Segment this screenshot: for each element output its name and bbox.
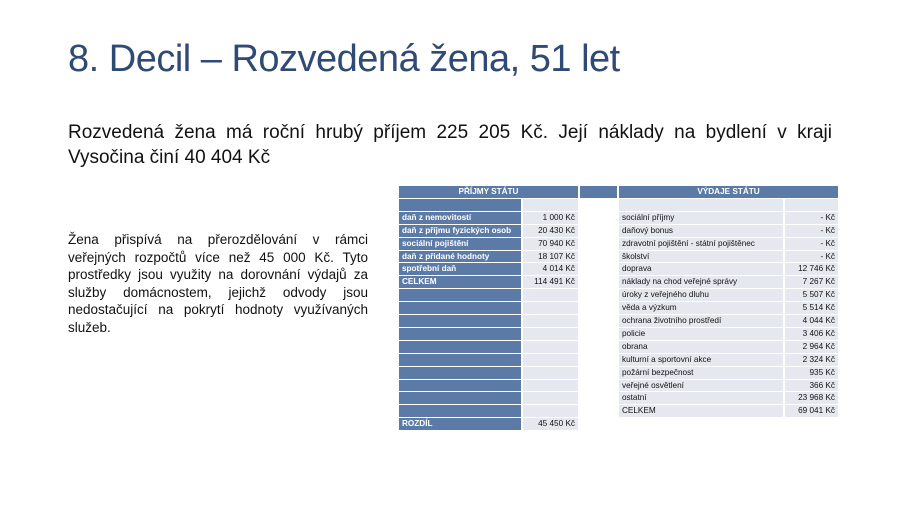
income-value: [523, 367, 578, 379]
income-header: PŘÍJMY STÁTU: [399, 186, 578, 198]
income-label: [399, 341, 521, 353]
expense-value: 935 Kč: [785, 367, 838, 379]
income-label: [399, 367, 521, 379]
column-gap: [580, 328, 617, 340]
income-value: [523, 302, 578, 314]
table-row: [399, 251, 838, 263]
expense-label: CELKEM: [619, 405, 783, 417]
budget-table-body: [399, 186, 838, 430]
expense-value: 7 267 Kč: [785, 276, 838, 288]
expense-value: [785, 199, 838, 211]
expense-value: 366 Kč: [785, 380, 838, 392]
table-row: [399, 289, 838, 301]
expense-label: sociální příjmy: [619, 212, 783, 224]
column-gap: [580, 199, 617, 211]
income-value: 20 430 Kč: [523, 225, 578, 237]
expense-label: věda a výzkum: [619, 302, 783, 314]
column-gap: [580, 341, 617, 353]
expense-value: 69 041 Kč: [785, 405, 838, 417]
expense-value: - Kč: [785, 238, 838, 250]
expense-label: ostatní: [619, 392, 783, 404]
income-value: [523, 392, 578, 404]
column-gap: [580, 302, 617, 314]
income-label: [399, 302, 521, 314]
income-value: 114 491 Kč: [523, 276, 578, 288]
income-label: [399, 392, 521, 404]
income-value: [523, 354, 578, 366]
column-gap: [580, 380, 617, 392]
income-value: [523, 199, 578, 211]
income-value: [523, 289, 578, 301]
income-label: [399, 328, 521, 340]
table-row: [399, 315, 838, 327]
column-gap: [580, 251, 617, 263]
income-value: [523, 315, 578, 327]
expense-label: veřejné osvětlení: [619, 380, 783, 392]
expense-value: 5 514 Kč: [785, 302, 838, 314]
column-gap: [580, 289, 617, 301]
expense-label: [619, 418, 783, 430]
column-gap: [580, 238, 617, 250]
table-row: [399, 418, 838, 430]
expense-label: policie: [619, 328, 783, 340]
expense-value: 3 406 Kč: [785, 328, 838, 340]
expense-label: doprava: [619, 263, 783, 275]
expense-label: náklady na chod veřejné správy: [619, 276, 783, 288]
expense-value: - Kč: [785, 212, 838, 224]
income-label: [399, 199, 521, 211]
expense-value: 2 964 Kč: [785, 341, 838, 353]
table-row: [399, 341, 838, 353]
income-label: [399, 380, 521, 392]
income-value: 45 450 Kč: [523, 418, 578, 430]
expense-value: [785, 418, 838, 430]
intro-paragraph: Rozvedená žena má roční hrubý příjem 225 205 Kč. Její náklady na bydlení v kraji Vysočina činí 40 404 Kč: [68, 122, 832, 168]
expense-label: kulturní a sportovní akce: [619, 354, 783, 366]
income-label: [399, 405, 521, 417]
expense-label: obrana: [619, 341, 783, 353]
table-row: [399, 263, 838, 275]
income-label: [399, 315, 521, 327]
income-value: 1 000 Kč: [523, 212, 578, 224]
table-row: [399, 328, 838, 340]
income-label: sociální pojištění: [399, 238, 521, 250]
table-row: [399, 367, 838, 379]
expense-label: [619, 199, 783, 211]
income-label: CELKEM: [399, 276, 521, 288]
column-gap: [580, 418, 617, 430]
column-gap: [580, 276, 617, 288]
expense-value: 5 507 Kč: [785, 289, 838, 301]
expense-value: - Kč: [785, 251, 838, 263]
income-value: 18 107 Kč: [523, 251, 578, 263]
table-row: [399, 276, 838, 288]
table-row: [399, 199, 838, 211]
income-label: daň z nemovitostí: [399, 212, 521, 224]
column-gap: [580, 263, 617, 275]
table-row: [399, 302, 838, 314]
expense-label: úroky z veřejného dluhu: [619, 289, 783, 301]
table-row: [399, 354, 838, 366]
expense-label: ochrana životního prostředí: [619, 315, 783, 327]
table-row: [399, 392, 838, 404]
income-label: spotřební daň: [399, 263, 521, 275]
income-label: [399, 289, 521, 301]
table-row: [399, 212, 838, 224]
budget-table: [397, 185, 840, 431]
income-value: [523, 341, 578, 353]
column-gap: [580, 405, 617, 417]
table-row: [399, 238, 838, 250]
expense-label: požární bezpečnost: [619, 367, 783, 379]
expense-header: VÝDAJE STÁTU: [619, 186, 838, 198]
income-label: daň z přidané hodnoty: [399, 251, 521, 263]
header-spacer: [580, 186, 617, 198]
income-value: [523, 380, 578, 392]
column-gap: [580, 315, 617, 327]
side-paragraph: Žena přispívá na přerozdělování v rámci veřejných rozpočtů více než 45 000 Kč. Tyto prostředky jsou využity na dorovnání výdajů za služby domácnostem, jejichž odvody jsou nedostačující na pokrytí hodnoty využívaných služeb.: [68, 232, 368, 335]
income-value: [523, 328, 578, 340]
expense-value: 23 968 Kč: [785, 392, 838, 404]
income-value: [523, 405, 578, 417]
expense-label: zdravotní pojištění - státní pojištěnec: [619, 238, 783, 250]
slide-title: 8. Decil – Rozvedená žena, 51 let: [68, 38, 620, 80]
table-row: [399, 405, 838, 417]
expense-value: 2 324 Kč: [785, 354, 838, 366]
expense-value: 4 044 Kč: [785, 315, 838, 327]
column-gap: [580, 367, 617, 379]
column-gap: [580, 392, 617, 404]
expense-value: - Kč: [785, 225, 838, 237]
expense-label: daňový bonus: [619, 225, 783, 237]
table-row: [399, 225, 838, 237]
table-row: [399, 380, 838, 392]
expense-label: školství: [619, 251, 783, 263]
income-label: daň z příjmu fyzických osob: [399, 225, 521, 237]
income-label: ROZDÍL: [399, 418, 521, 430]
income-value: 70 940 Kč: [523, 238, 578, 250]
column-gap: [580, 225, 617, 237]
column-gap: [580, 354, 617, 366]
income-label: [399, 354, 521, 366]
expense-value: 12 746 Kč: [785, 263, 838, 275]
column-gap: [580, 212, 617, 224]
table-header-row: [399, 186, 838, 198]
income-value: 4 014 Kč: [523, 263, 578, 275]
